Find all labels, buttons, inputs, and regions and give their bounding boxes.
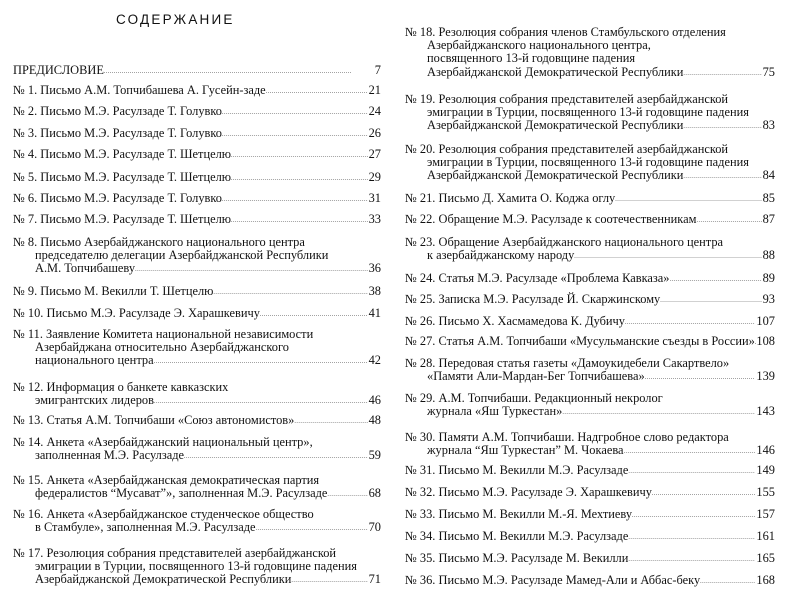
- toc-entry-text: № 6. Письмо М.Э. Расулзаде Т. Голувко: [13, 191, 222, 205]
- toc-page-number: 36: [368, 261, 381, 276]
- toc-entry-text: № 24. Статья М.Э. Расулзаде «Проблема Кавказа»: [405, 271, 670, 285]
- toc-page-number: 155: [756, 485, 775, 499]
- toc-entry[interactable]: [405, 464, 775, 477]
- toc-entry-text: председателю делегации Азербайджанской Республики: [35, 248, 329, 263]
- dot-leader: [260, 307, 368, 320]
- toc-entry-line: [405, 552, 775, 565]
- dot-leader: [628, 530, 755, 543]
- toc-entry[interactable]: [13, 64, 381, 77]
- toc-entry-text: А.М. Топчибашеву: [35, 261, 136, 276]
- toc-entry-text: № 3. Письмо М.Э. Расулзаде Т. Голувко: [13, 126, 222, 140]
- toc-entry-text: Азербайджанского национального центра,: [427, 38, 651, 53]
- dot-leader: [231, 213, 368, 226]
- toc-entry-text: № 8. Письмо Азербайджанского национального центра: [13, 235, 305, 249]
- toc-entry-text: № 19. Резолюция собрания представителей азербайджанской: [405, 92, 729, 106]
- toc-entry-text: № 21. Письмо Д. Хамита О. Коджа оглу: [405, 191, 616, 205]
- toc-entry-line: [13, 521, 381, 534]
- toc-page-number: 7: [374, 63, 381, 77]
- toc-entry[interactable]: [13, 127, 381, 140]
- toc-entry-text: № 34. Письмо М. Векилли М.Э. Расулзаде: [405, 529, 629, 543]
- dot-leader: [683, 169, 761, 182]
- toc-entry-text: Азербайджанской Демократической Республики: [35, 572, 292, 587]
- toc-page-number: 27: [368, 147, 381, 161]
- toc-title: СОДЕРЖАНИЕ: [116, 12, 235, 27]
- toc-entry[interactable]: [13, 474, 381, 500]
- dot-leader: [683, 119, 761, 132]
- toc-entry-line: [405, 192, 775, 205]
- toc-page-number: 165: [756, 551, 775, 565]
- toc-entry-text: Азербайджана относительно Азербайджанского: [35, 340, 289, 355]
- toc-entry-line: [13, 192, 381, 205]
- toc-entry[interactable]: [13, 328, 381, 368]
- toc-entry-text: № 20. Резолюция собрания представителей азербайджанской: [405, 142, 729, 156]
- toc-entry[interactable]: [405, 26, 775, 79]
- toc-page-number: 84: [762, 168, 775, 183]
- toc-entry-line: [405, 249, 775, 262]
- toc-page-number: 70: [368, 520, 381, 535]
- dot-leader: [222, 127, 368, 140]
- toc-entry-line: [13, 127, 381, 140]
- toc-entry[interactable]: [13, 547, 381, 587]
- toc-entry-text: № 4. Письмо М.Э. Расулзаде Т. Шетцелю: [13, 147, 232, 161]
- toc-page-number: 143: [756, 404, 775, 419]
- toc-entry-text: № 22. Обращение М.Э. Расулзаде к соотечественникам: [405, 212, 697, 226]
- toc-entry-line: [405, 508, 775, 521]
- toc-entry-line: [405, 405, 775, 418]
- toc-entry[interactable]: [405, 213, 775, 226]
- toc-entry[interactable]: [13, 192, 381, 205]
- toc-entry-text: № 29. А.М. Топчибаши. Редакционный некролог: [405, 391, 663, 405]
- toc-entry[interactable]: [13, 171, 381, 184]
- toc-entry-line: [405, 335, 775, 348]
- dot-leader: [628, 464, 755, 477]
- toc-entry[interactable]: [405, 392, 775, 418]
- toc-entry[interactable]: [405, 272, 775, 285]
- toc-entry-line: [13, 307, 381, 320]
- toc-entry[interactable]: [405, 236, 775, 262]
- toc-entry-line: [13, 84, 381, 97]
- toc-entry-text: № 18. Резолюция собрания членов Стамбульского отделения: [405, 25, 726, 39]
- dot-leader: [696, 213, 761, 226]
- toc-page-number: 88: [762, 248, 775, 263]
- toc-entry[interactable]: [13, 508, 381, 534]
- toc-entry-line: [13, 449, 381, 462]
- dot-leader: [652, 486, 756, 499]
- toc-entry[interactable]: [405, 335, 775, 348]
- dot-leader: [231, 148, 368, 161]
- toc-entry-line: [13, 285, 381, 298]
- toc-entry[interactable]: [405, 357, 775, 383]
- toc-entry[interactable]: [13, 213, 381, 226]
- toc-entry-line: [13, 414, 381, 427]
- toc-page-number: 146: [756, 443, 775, 458]
- toc-page-number: 75: [762, 64, 775, 79]
- toc-page-number: 139: [756, 369, 775, 384]
- dot-leader: [256, 521, 368, 534]
- toc-entry-line: [13, 262, 381, 275]
- toc-entry-text: № 27. Статья А.М. Топчибаши «Мусульманские съезды в России»: [405, 334, 755, 348]
- toc-page-number: 33: [368, 212, 381, 226]
- toc-entry-line: [405, 213, 775, 226]
- toc-entry-line: [405, 464, 775, 477]
- toc-page-number: 59: [368, 448, 381, 463]
- toc-entry-text: эмиграции в Турции, посвященного 13-й годовщине падения: [427, 105, 749, 120]
- dot-leader: [645, 370, 756, 383]
- toc-entry-text: № 5. Письмо М.Э. Расулзаде Т. Шетцелю: [13, 170, 232, 184]
- dot-leader: [222, 105, 368, 118]
- toc-entry-text: эмиграции в Турции, посвященного 13-й годовщине падения: [35, 559, 357, 574]
- toc-entry-text: посвященного 13-й годовщине падения: [427, 51, 636, 66]
- toc-entry-text: № 23. Обращение Азербайджанского национального центра: [405, 235, 724, 249]
- toc-page-number: 71: [368, 572, 381, 587]
- dot-leader: [615, 192, 761, 205]
- toc-page-number: 41: [368, 306, 381, 320]
- dot-leader: [628, 552, 755, 565]
- toc-page-number: 31: [368, 191, 381, 205]
- toc-entry[interactable]: [405, 530, 775, 543]
- toc-entry-line: [13, 171, 381, 184]
- toc-entry-text: № 7. Письмо М.Э. Расулзаде Т. Шетцелю: [13, 212, 232, 226]
- toc-page-number: 38: [368, 284, 381, 298]
- toc-entry-text: журнала «Яш Туркестан»: [427, 404, 563, 419]
- toc-entry-text: № 17. Резолюция собрания представителей азербайджанской: [13, 546, 337, 560]
- toc-entry-line: [405, 169, 775, 182]
- toc-entry-line: [405, 574, 775, 587]
- toc-entry-text: № 9. Письмо М. Векилли Т. Шетцелю: [13, 284, 214, 298]
- toc-entry[interactable]: [13, 84, 381, 97]
- toc-page-number: 42: [368, 353, 381, 368]
- toc-entry-text: № 15. Анкета «Азербайджанская демократическая партия: [13, 473, 320, 487]
- toc-entry-text: «Памяти Али-Мардан-Бег Топчибашева»: [427, 369, 645, 384]
- toc-page-number: 68: [368, 486, 381, 501]
- toc-entry-text: № 32. Письмо М.Э. Расулзаде Э. Харашкевичу: [405, 485, 652, 499]
- dot-leader: [291, 573, 367, 586]
- dot-leader: [154, 394, 368, 407]
- dot-leader: [184, 449, 368, 462]
- toc-entry[interactable]: [405, 293, 775, 306]
- toc-entry-text: № 12. Информация о банкете кавказских: [13, 380, 229, 394]
- toc-entry-line: [13, 148, 381, 161]
- toc-entry-text: национального центра: [35, 353, 154, 368]
- toc-entry[interactable]: [405, 93, 775, 133]
- toc-page-number: 21: [368, 83, 381, 97]
- toc-entry-text: № 2. Письмо М.Э. Расулзаде Т. Голувко: [13, 104, 222, 118]
- toc-page-number: 29: [368, 170, 381, 184]
- toc-entry-text: ПРЕДИСЛОВИЕ: [13, 63, 104, 77]
- toc-entry-line: [405, 486, 775, 499]
- toc-entry-text: к азербайджанскому народу: [427, 248, 575, 263]
- dot-leader: [625, 315, 755, 328]
- toc-entry-text: Азербайджанской Демократической Республики: [427, 64, 684, 79]
- dot-leader: [154, 354, 368, 367]
- toc-entry[interactable]: [405, 143, 775, 183]
- toc-entry[interactable]: [405, 574, 775, 587]
- toc-entry-line: [405, 119, 775, 132]
- toc-entry-text: № 1. Письмо А.М. Топчибашева А. Гусейн-заде: [13, 83, 266, 97]
- dot-leader: [213, 285, 367, 298]
- dot-leader: [222, 192, 368, 205]
- toc-entry-text: № 25. Записка М.Э. Расулзаде Й. Скаржинскому: [405, 292, 661, 306]
- toc-entry[interactable]: [405, 552, 775, 565]
- toc-entry[interactable]: [13, 105, 381, 118]
- toc-entry[interactable]: [13, 236, 381, 276]
- dot-leader: [683, 66, 761, 79]
- toc-page-number: 24: [368, 104, 381, 118]
- toc-entry-text: в Стамбуле», заполненная М.Э. Расулзаде: [35, 520, 256, 535]
- toc-entry[interactable]: [405, 315, 775, 328]
- toc-page-number: 26: [368, 126, 381, 140]
- toc-entry-text: № 28. Передовая статья газеты «Дамоукидебели Сакартвело»: [405, 356, 730, 370]
- toc-entry-text: № 35. Письмо М.Э. Расулзаде М. Векилли: [405, 551, 629, 565]
- toc-entry-text: № 36. Письмо М.Э. Расулзаде Мамед-Али и Аббас-беку: [405, 573, 701, 587]
- toc-page-number: 149: [756, 463, 775, 477]
- toc-entry[interactable]: [405, 431, 775, 457]
- toc-entry[interactable]: [13, 307, 381, 320]
- toc-entry-line: [405, 444, 775, 457]
- toc-entry-text: федералистов “Мусават”», заполненная М.Э. Расулзаде: [35, 486, 328, 501]
- toc-entry-text: № 10. Письмо М.Э. Расулзаде Э. Харашкевичу: [13, 306, 260, 320]
- toc-page-number: 157: [756, 507, 775, 521]
- toc-entry-line: [405, 66, 775, 79]
- toc-entry-line: [13, 394, 381, 407]
- toc-entry-line: [405, 315, 775, 328]
- toc-page-number: 46: [368, 393, 381, 408]
- toc-entry-line: [405, 370, 775, 383]
- toc-entry-line: [405, 52, 775, 65]
- toc-entry-text: Азербайджанской Демократической Республики: [427, 168, 684, 183]
- toc-entry[interactable]: [405, 508, 775, 521]
- toc-page-number: 168: [756, 573, 775, 587]
- toc-entry-line: [405, 272, 775, 285]
- toc-entry-text: № 26. Письмо Х. Хасмамедова К. Дубичу: [405, 314, 625, 328]
- toc-entry-text: Азербайджанской Демократической Республики: [427, 118, 684, 133]
- toc-entry[interactable]: [405, 192, 775, 205]
- toc-page-number: 87: [762, 212, 775, 226]
- dot-leader: [632, 508, 755, 521]
- dot-leader: [574, 249, 761, 262]
- toc-page-number: 93: [762, 292, 775, 306]
- dot-leader: [562, 405, 755, 418]
- dot-leader: [700, 574, 755, 587]
- dot-leader: [294, 414, 367, 427]
- toc-entry[interactable]: [13, 381, 381, 407]
- toc-entry-text: № 30. Памяти А.М. Топчибаши. Надгробное слово редактора: [405, 430, 729, 444]
- toc-page-number: 48: [368, 413, 381, 427]
- dot-leader: [660, 293, 761, 306]
- toc-entry-text: № 31. Письмо М. Векилли М.Э. Расулзаде: [405, 463, 629, 477]
- toc-entry-text: заполненная М.Э. Расулзаде: [35, 448, 185, 463]
- dot-leader: [670, 272, 762, 285]
- toc-entry-line: [13, 487, 381, 500]
- toc-entry-text: № 13. Статья А.М. Топчибаши «Союз автономистов»: [13, 413, 295, 427]
- toc-entry-line: [13, 105, 381, 118]
- toc-page-number: 108: [756, 334, 775, 348]
- toc-entry-text: № 14. Анкета «Азербайджанский национальный центр»,: [13, 435, 313, 449]
- dot-leader: [624, 444, 756, 457]
- toc-entry-line: [13, 64, 381, 77]
- toc-entry[interactable]: [13, 285, 381, 298]
- toc-entry-line: [13, 213, 381, 226]
- toc-entry[interactable]: [13, 436, 381, 462]
- toc-entry-line: [405, 530, 775, 543]
- toc-page-number: 161: [756, 529, 775, 543]
- dot-leader: [104, 64, 374, 77]
- toc-entry-text: эмигрантских лидеров: [35, 393, 154, 408]
- toc-page-number: 83: [762, 118, 775, 133]
- dot-leader: [231, 171, 368, 184]
- toc-page-number: 107: [756, 314, 775, 328]
- dot-leader: [135, 262, 368, 275]
- toc-entry-line: [13, 573, 381, 586]
- toc-entry-text: журнала “Яш Туркестан” М. Чокаева: [427, 443, 624, 458]
- toc-entry[interactable]: [13, 414, 381, 427]
- toc-entry-text: № 33. Письмо М. Векилли М.-Я. Мехтиеву: [405, 507, 633, 521]
- dot-leader: [327, 487, 367, 500]
- toc-entry[interactable]: [405, 486, 775, 499]
- toc-entry-line: [13, 354, 381, 367]
- toc-entry-text: № 16. Анкета «Азербайджанское студенческое общество: [13, 507, 314, 521]
- toc-entry-line: [405, 293, 775, 306]
- dot-leader: [266, 84, 368, 97]
- toc-page-number: 85: [762, 191, 775, 205]
- toc-entry-text: № 11. Заявление Комитета национальной независимости: [13, 327, 314, 341]
- toc-entry-text: эмиграции в Турции, посвященного 13-й годовщине падения: [427, 155, 749, 170]
- toc-page-number: 89: [762, 271, 775, 285]
- toc-entry[interactable]: [13, 148, 381, 161]
